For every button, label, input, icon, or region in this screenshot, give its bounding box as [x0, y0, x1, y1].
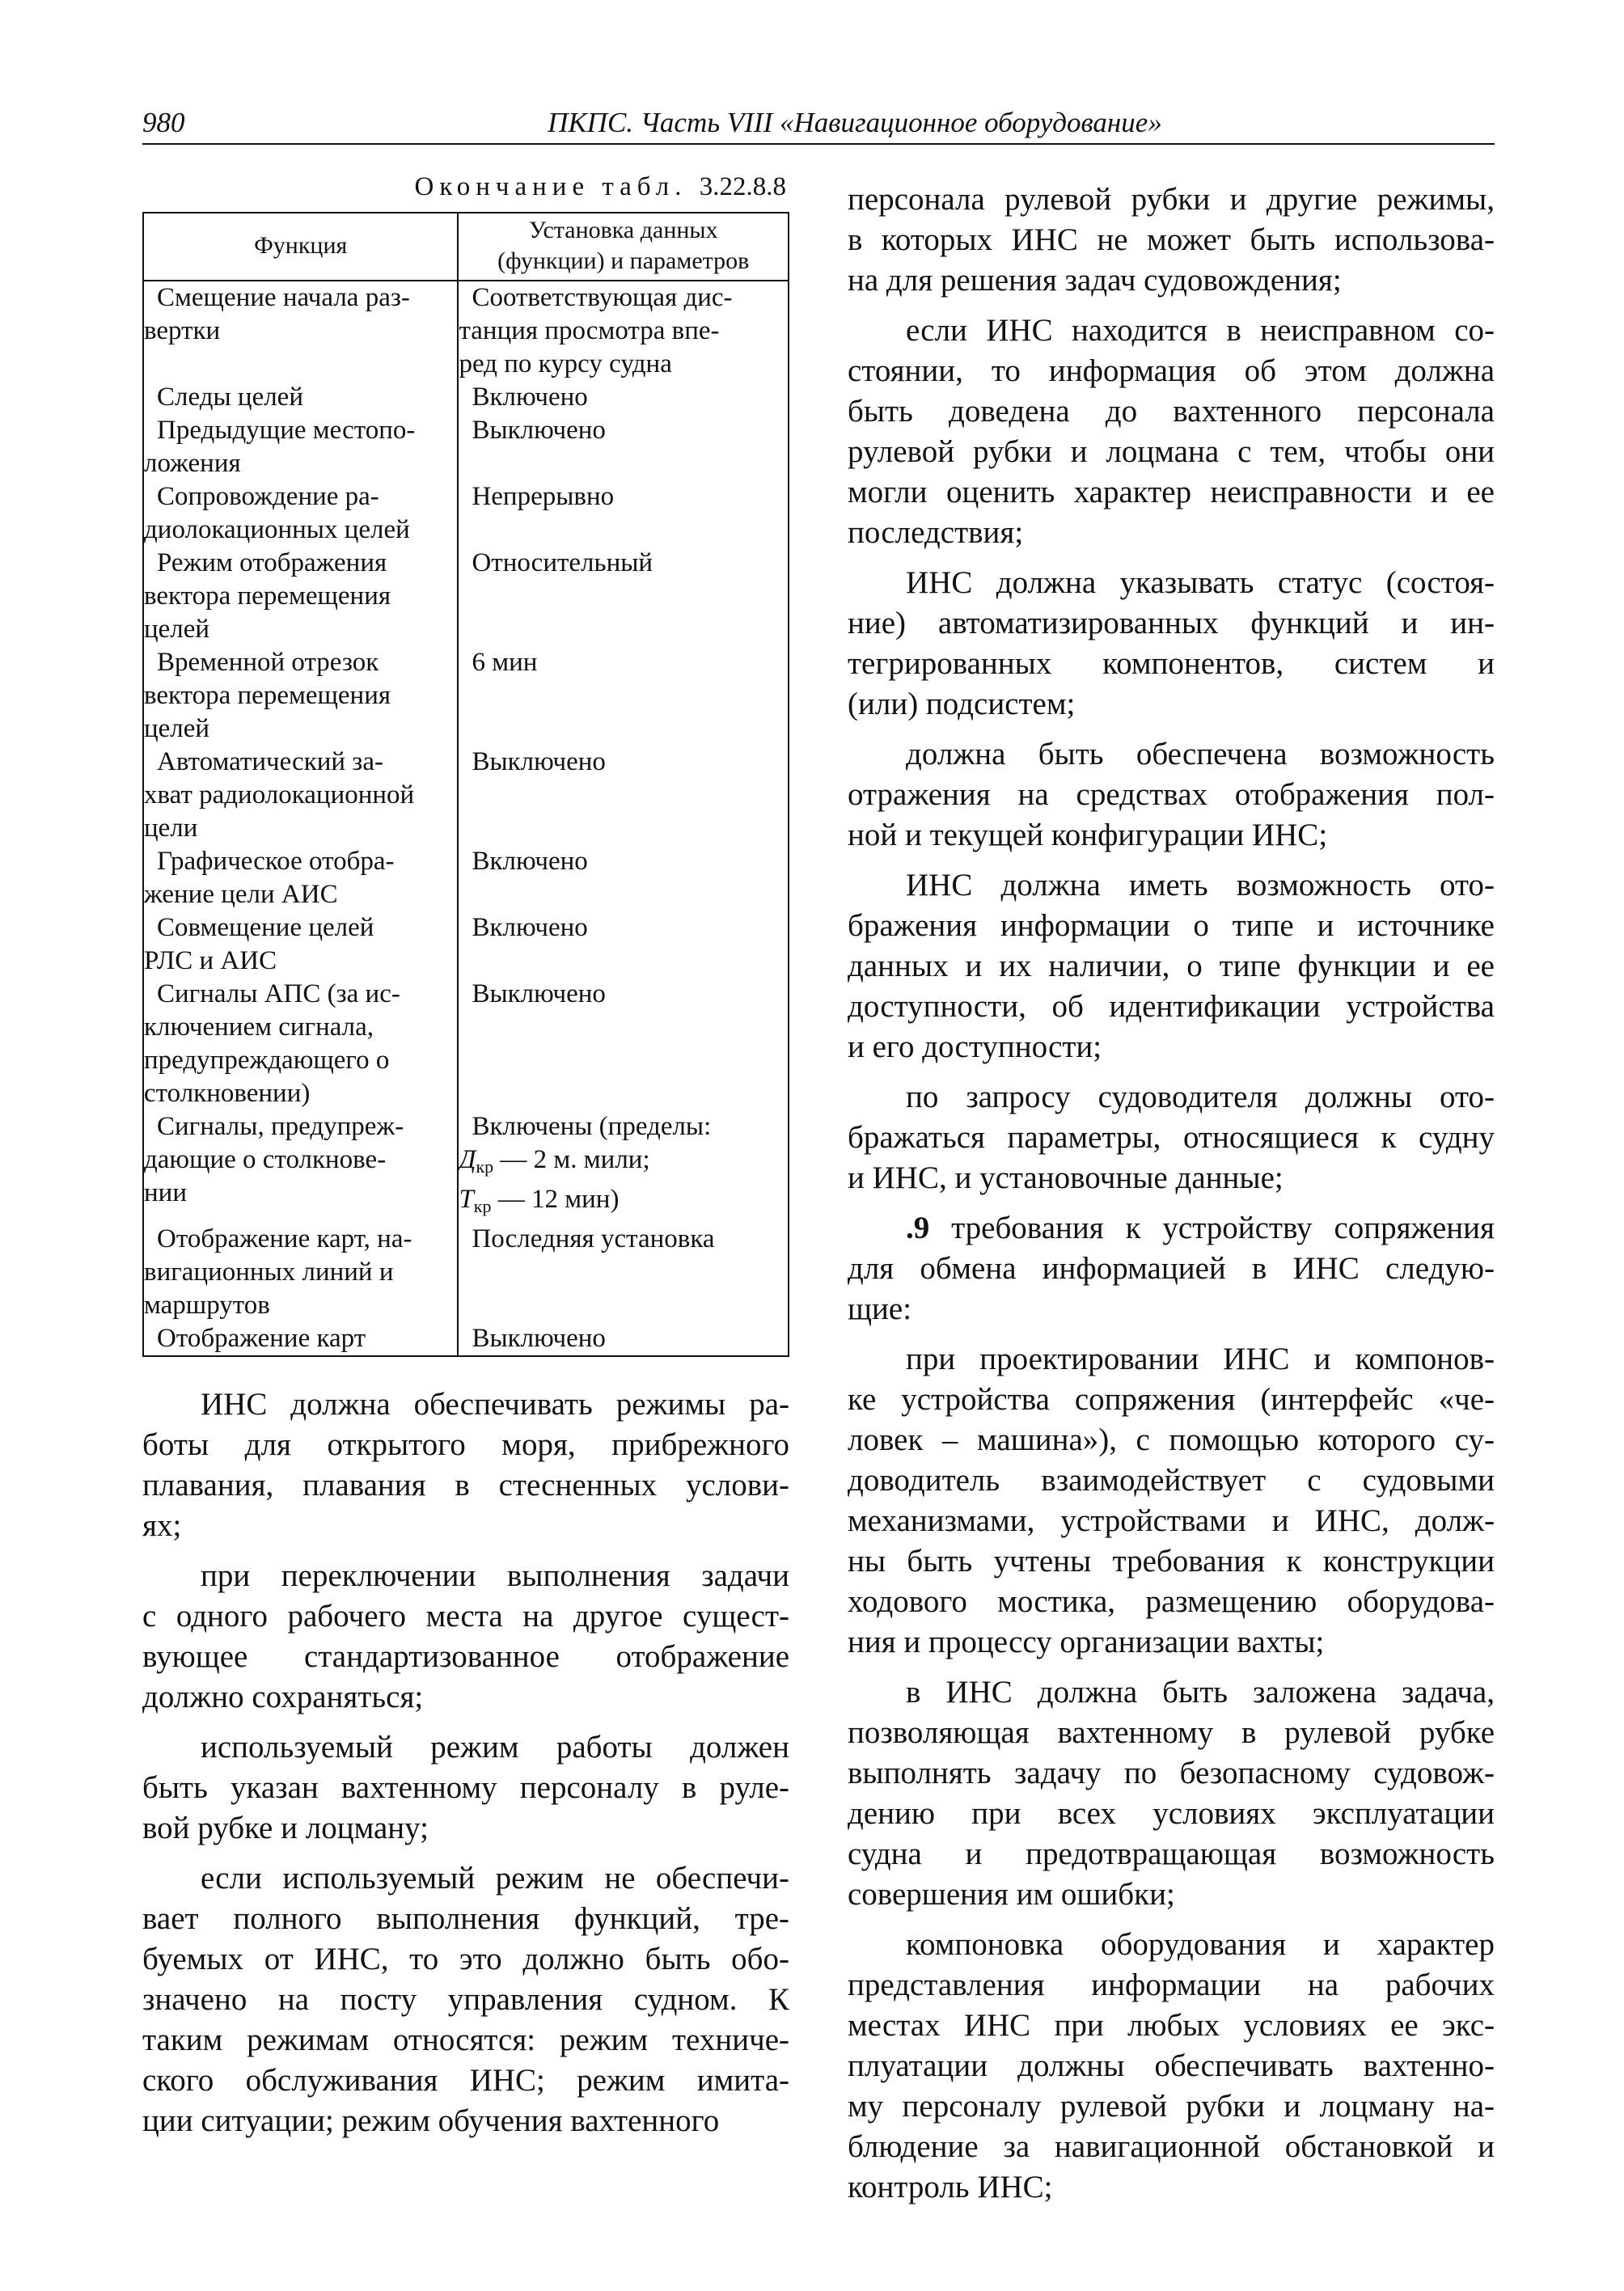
paragraph-line: с одного рабочего места на другое сущест-: [142, 1599, 789, 1634]
function-cell: [143, 381, 458, 414]
table-caption: [142, 172, 786, 202]
function-cell-line: Сопровождение ра-: [157, 482, 379, 511]
table-row: [143, 281, 789, 381]
paragraph-line: дению при всех условиях эксплуатации: [848, 1796, 1495, 1831]
table-header-row: [143, 213, 789, 281]
paragraph-line: ны быть учтены требования к конструкции: [848, 1544, 1495, 1579]
paragraph-line: по запросу судоводителя должны ото-: [906, 1080, 1495, 1114]
paragraph-line: тегрированных компонентов, систем и: [848, 646, 1495, 681]
function-cell-line: нии: [144, 1178, 187, 1207]
function-cell-line: Временной отрезок: [157, 648, 379, 677]
page-number: 980: [142, 107, 185, 138]
function-cell: [143, 414, 458, 480]
table-caption-number: 3.22.8.8: [699, 172, 786, 201]
paragraph-line: позволяющая вахтенному в рулевой рубке: [848, 1715, 1495, 1750]
running-title: ПКПС. Часть VIII «Навигационное оборудование»: [548, 107, 1162, 138]
setting-cell-line: танция просмотра впе-: [459, 316, 720, 345]
function-cell-line: вектора перемещения: [144, 681, 391, 710]
table-row: [143, 547, 789, 646]
setting-cell-line: Непрерывно: [472, 482, 615, 511]
table-row: [143, 746, 789, 845]
table-row: [143, 381, 789, 414]
setting-cell: [458, 547, 789, 646]
settings-table: [142, 212, 789, 1357]
function-cell-line: Смещение начала раз-: [157, 283, 410, 312]
function-cell: [143, 1322, 458, 1356]
function-cell-line: Автоматический за-: [157, 747, 383, 776]
paragraph-line: ке устройства сопряжения (интерфейс «че-: [848, 1382, 1495, 1417]
function-cell-line: дающие о столкнове-: [144, 1145, 387, 1174]
paragraph-line: щие:: [848, 1291, 912, 1326]
function-cell: [143, 911, 458, 978]
limit-d-value: — 2 м. мили;: [493, 1145, 650, 1174]
function-cell-line: Сигналы, предупреж-: [157, 1112, 404, 1141]
function-cell-line: Отображение карт: [157, 1324, 366, 1353]
line-text: требования к устройству сопряжения: [929, 1211, 1495, 1245]
paragraph-line: если используемый режим не обеспечи-: [201, 1861, 789, 1896]
paragraph-line: представления информации на рабочих: [848, 1968, 1495, 2002]
paragraph-line: плуатации должны обеспечивать вахтенно-: [848, 2048, 1495, 2083]
paragraph-line: при проектировании ИНС и компонов-: [906, 1342, 1495, 1376]
paragraph-line: буемых от ИНС, то это должно быть обо-: [142, 1942, 789, 1976]
paragraph: [848, 1077, 1495, 1198]
paragraph-line: судна и предотвращающая возможность: [848, 1837, 1495, 1871]
table-row: [143, 978, 789, 1110]
setting-cell: [458, 1322, 789, 1356]
paragraph-line: выполнять задачу по безопасному судовож-: [848, 1756, 1495, 1790]
collision-limit-distance: [459, 1143, 785, 1183]
setting-cell-line: Выключено: [472, 416, 606, 445]
paragraph-line: для обмена информацией в ИНС следую-: [848, 1251, 1495, 1286]
right-column-text: [848, 180, 1495, 2217]
paragraph-line: стоянии, то информация об этом должна: [848, 353, 1495, 388]
paragraph-line: в которых ИНС не может быть использова-: [848, 222, 1495, 257]
paragraph-line: ИНС должна обеспечивать режимы ра-: [201, 1387, 789, 1422]
left-column-text: [142, 1384, 789, 2151]
function-cell-line: хват радиолокационной: [144, 780, 415, 809]
collision-limit-time: [459, 1183, 785, 1223]
paragraph-line: могли оценить характер неисправности и ее: [848, 475, 1495, 509]
paragraph: [142, 1556, 789, 1718]
paragraph-line: быть доведена до вахтенного персонала: [848, 394, 1495, 429]
paragraph: [142, 1727, 789, 1849]
table-row: [143, 480, 789, 547]
paragraph-line: ях;: [142, 1508, 182, 1543]
function-cell: [143, 480, 458, 547]
setting-cell: [458, 746, 789, 845]
setting-cell-line: Выключено: [472, 1324, 606, 1353]
paragraph-line: доступности, об идентификации устройства: [848, 989, 1495, 1024]
paragraph-line: таким режимам относятся: режим техниче-: [142, 2023, 789, 2057]
function-cell-line: вигационных линий и: [144, 1258, 394, 1287]
paragraph: [848, 311, 1495, 553]
paragraph-line: ние) автоматизированных функций и ин-: [848, 606, 1495, 640]
setting-cell: [458, 1110, 789, 1223]
paragraph-line: (или) подсистем;: [848, 687, 1076, 721]
setting-cell-line: 6 мин: [472, 648, 538, 677]
paragraph: [848, 1672, 1495, 1915]
paragraph-line: быть указан вахтенному персоналу в руле-: [142, 1770, 789, 1805]
paragraph-line: последствия;: [848, 515, 1024, 550]
setting-cell: [458, 845, 789, 911]
function-cell-line: Сигналы АПС (за ис-: [157, 979, 400, 1008]
function-cell-line: диолокационных целей: [144, 515, 410, 544]
paragraph-line: плавания, плавания в стесненных услови-: [142, 1468, 789, 1503]
function-cell-line: целей: [144, 714, 210, 743]
paragraph-line: му персоналу рулевой рубки и лоцману на-: [848, 2089, 1495, 2124]
paragraph-line: отражения на средствах отображения пол-: [848, 777, 1495, 812]
function-cell: [143, 1110, 458, 1223]
column-header-settings: Установка данных (функции) и параметров: [458, 213, 789, 281]
table-caption-word: Окончание табл.: [414, 172, 687, 201]
function-cell-line: вертки: [144, 316, 221, 345]
limit-subscript: кр: [473, 1196, 492, 1216]
setting-cell-line: Включено: [472, 913, 588, 942]
function-cell-line: вектора перемещения: [144, 581, 391, 611]
setting-cell: [458, 911, 789, 978]
function-cell-line: предупреждающего о: [144, 1046, 390, 1075]
function-cell-line: ключением сигнала,: [144, 1012, 374, 1042]
paragraph: [848, 865, 1495, 1067]
column-header-function: Функция: [143, 213, 458, 281]
paragraph: [848, 1925, 1495, 2208]
paragraph: [848, 1339, 1495, 1663]
table-row: [143, 646, 789, 746]
limit-subscript: кр: [476, 1156, 494, 1177]
paragraph-line: при переключении выполнения задачи: [201, 1558, 789, 1593]
function-cell-line: Режим отображения: [157, 548, 387, 577]
function-cell-line: целей: [144, 615, 210, 644]
limit-d-symbol: Д: [459, 1145, 476, 1174]
paragraph-line: контроль ИНС;: [848, 2170, 1053, 2204]
function-cell-line: РЛС и АИС: [144, 946, 277, 975]
paragraph-line: если ИНС находится в неисправном со-: [906, 313, 1495, 348]
table-row: [143, 414, 789, 480]
setting-cell: [458, 1223, 789, 1322]
paragraph-line: совершения им ошибки;: [848, 1877, 1175, 1912]
setting-cell: [458, 281, 789, 381]
function-cell: [143, 646, 458, 746]
paragraph-line: ходового мостика, размещению оборудова-: [848, 1584, 1495, 1619]
setting-cell-line: Включено: [472, 847, 588, 876]
setting-cell: [458, 646, 789, 746]
paragraph: [142, 1858, 789, 2141]
function-cell-line: Отображение карт, на-: [157, 1224, 412, 1253]
paragraph: [848, 180, 1495, 301]
function-cell-line: маршрутов: [144, 1291, 270, 1320]
paragraph-line: вает полного выполнения функций, тре-: [142, 1901, 789, 1936]
function-cell: [143, 281, 458, 381]
function-cell-line: Следы целей: [157, 383, 303, 412]
paragraph-line: боты для открытого моря, прибрежного: [142, 1427, 789, 1462]
function-cell-line: ложения: [144, 449, 241, 478]
table-row: [143, 911, 789, 978]
paragraph-line: и его доступности;: [848, 1029, 1102, 1064]
paragraph-line: доводитель взаимодействует с судовыми: [848, 1463, 1495, 1498]
paragraph-line: персонала рулевой рубки и другие режимы,: [848, 182, 1495, 217]
paragraph-line: бражаться параметры, относящиеся к судну: [848, 1120, 1495, 1155]
paragraph: [848, 563, 1495, 725]
paragraph-line: вующее стандартизованное отображение: [142, 1639, 789, 1674]
function-cell: [143, 547, 458, 646]
setting-cell-line: Включены (пределы:: [472, 1112, 712, 1141]
paragraph: [848, 734, 1495, 856]
setting-cell: [458, 414, 789, 480]
setting-cell-line: Относительный: [472, 548, 653, 577]
paragraph: [142, 1384, 789, 1546]
table-body: [143, 281, 789, 1356]
function-cell: [143, 746, 458, 845]
limit-t-symbol: Т: [459, 1185, 474, 1214]
setting-cell-line: Включено: [472, 383, 588, 412]
paragraph-line: в ИНС должна быть заложена задача,: [906, 1675, 1495, 1710]
function-cell-line: Совмещение целей: [157, 913, 374, 942]
paragraph-line: местах ИНС при любых условиях ее экс-: [848, 2008, 1495, 2043]
paragraph-line: ИНС должна иметь возможность ото-: [906, 868, 1495, 902]
function-cell: [143, 1223, 458, 1322]
paragraph-line: вой рубке и лоцману;: [142, 1811, 429, 1845]
paragraph-line: данных и их наличии, о типе функции и ее: [848, 949, 1495, 983]
item-number: .9: [906, 1211, 930, 1245]
paragraph-line: на для решения задач судовождения;: [848, 263, 1342, 298]
paragraph-line: рулевой рубки и лоцмана с тем, чтобы они: [848, 434, 1495, 469]
setting-cell: [458, 381, 789, 414]
setting-cell-line: Соответствующая дис-: [472, 283, 733, 312]
table-row: [143, 1223, 789, 1322]
setting-cell: [458, 978, 789, 1110]
paragraph: [848, 1208, 1495, 1329]
setting-cell: [458, 480, 789, 547]
paragraph-line: и ИНС, и установочные данные;: [848, 1160, 1284, 1195]
page-header: [142, 103, 1495, 145]
paragraph-line: ной и текущей конфигурации ИНС;: [848, 818, 1328, 852]
function-cell: [143, 845, 458, 911]
function-cell-line: Графическое отобра-: [157, 847, 395, 876]
function-cell: [143, 978, 458, 1110]
paragraph-line: должно сохраняться;: [142, 1680, 424, 1714]
table-row: [143, 1322, 789, 1356]
limit-t-value: — 12 мин): [491, 1185, 620, 1214]
paragraph-line: [848, 1208, 1495, 1249]
paragraph-line: ИНС должна указывать статус (состоя-: [906, 565, 1495, 600]
paragraph-line: значено на посту управления судном. К: [142, 1982, 789, 2017]
setting-cell-line: Выключено: [472, 979, 606, 1008]
paragraph-line: ского обслуживания ИНС; режим имита-: [142, 2063, 789, 2098]
table-row: [143, 845, 789, 911]
paragraph-line: ции ситуации; режим обучения вахтенного: [142, 2103, 720, 2138]
function-cell-line: столкновении): [144, 1079, 311, 1108]
paragraph-line: должна быть обеспечена возможность: [906, 737, 1495, 771]
setting-cell-line: Выключено: [472, 747, 606, 776]
paragraph-line: бражения информации о типе и источнике: [848, 908, 1495, 943]
paragraph-line: блюдение за навигационной обстановкой и: [848, 2129, 1495, 2164]
setting-cell-line: Последняя установка: [472, 1224, 715, 1253]
function-cell-line: Предыдущие местопо-: [157, 416, 416, 445]
paragraph-line: ловек – машина»), с помощью которого су-: [848, 1422, 1495, 1457]
function-cell-line: жение цели АИС: [144, 880, 338, 909]
paragraph-line: используемый режим работы должен: [201, 1730, 789, 1765]
setting-cell-line: ред по курсу судна: [459, 349, 672, 378]
paragraph-line: ния и процессу организации вахты;: [848, 1625, 1325, 1659]
table-row: [143, 1110, 789, 1223]
paragraph-line: механизмами, устройствами и ИНС, долж-: [848, 1503, 1495, 1538]
paragraph-line: компоновка оборудования и характер: [906, 1927, 1495, 1962]
function-cell-line: цели: [144, 814, 198, 843]
